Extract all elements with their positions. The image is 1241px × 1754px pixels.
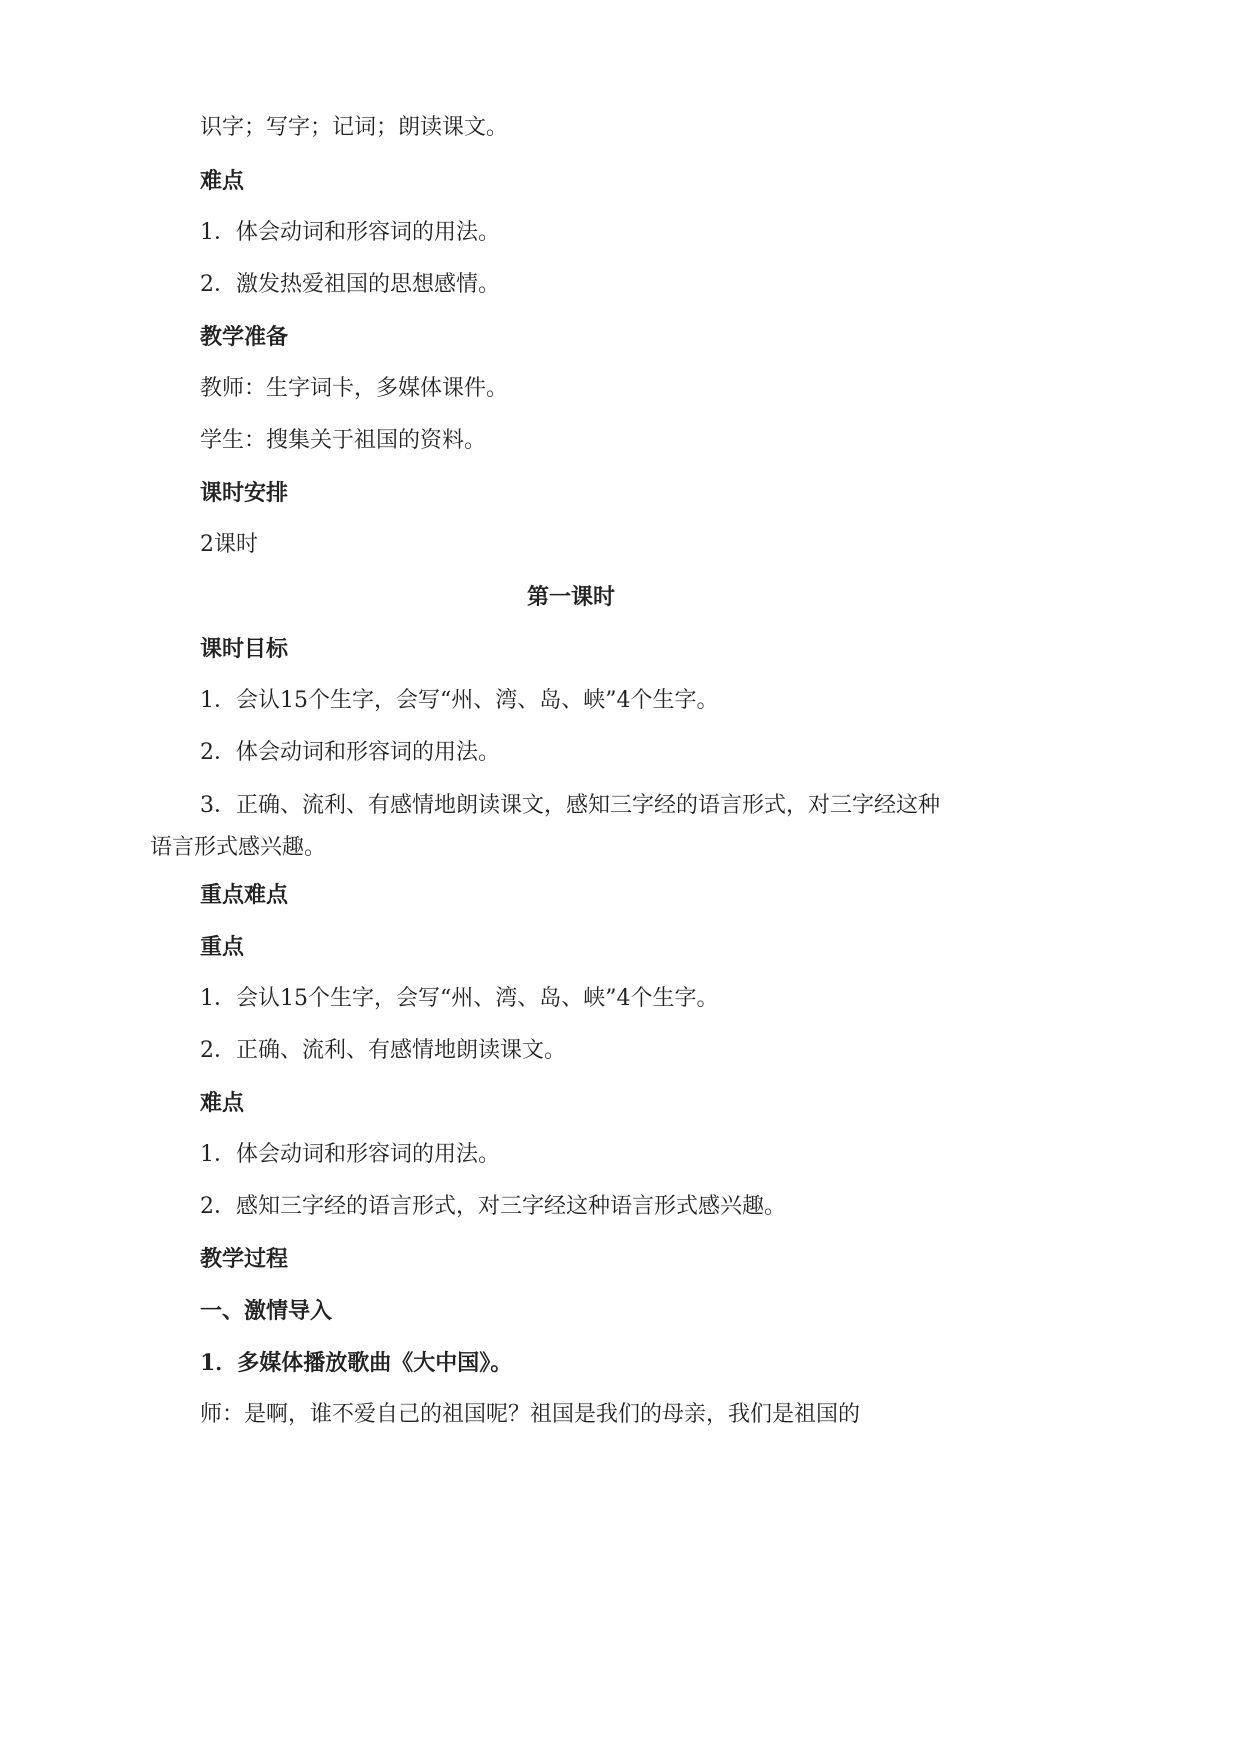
key-heading: 重点: [200, 934, 245, 960]
schedule-value: 2课时: [200, 532, 258, 557]
teacher-talk-text: 师：是啊，谁不爱自己的祖国呢？祖国是我们的母亲，我们是祖国的: [200, 1402, 861, 1427]
section-1-heading: 一、激情导入: [200, 1298, 333, 1324]
difficulty-item-1: 1．体会动词和形容词的用法。: [200, 220, 500, 245]
process-heading: 教学过程: [200, 1246, 289, 1272]
goal-item-1: 1．会认15个生字，会写“州、湾、岛、峡”4个生字。: [200, 688, 719, 713]
prep-teacher-text: 教师：生字词卡，多媒体课件。: [200, 376, 509, 401]
prep-student-text: 学生：搜集关于祖国的资料。: [200, 428, 487, 453]
goal-item-3: 3．正确、流利、有感情地朗读课文，感知三字经的语言形式，对三字经这种语言形式感兴趣。: [150, 793, 940, 860]
difficulty2-item-1: 1．体会动词和形容词的用法。: [200, 1142, 500, 1167]
prep-heading: 教学准备: [200, 324, 289, 350]
goals-heading: 课时目标: [200, 636, 289, 662]
step-1-heading: 1．多媒体播放歌曲《大中国》。: [200, 1350, 513, 1376]
key-item-1: 1．会认15个生字，会写“州、湾、岛、峡”4个生字。: [200, 986, 719, 1011]
difficulty2-item-2: 2．感知三字经的语言形式，对三字经这种语言形式感兴趣。: [200, 1194, 786, 1219]
difficulty-heading: 难点: [200, 168, 245, 194]
difficulty-heading-2: 难点: [200, 1090, 245, 1116]
schedule-heading: 课时安排: [200, 480, 289, 506]
difficulty-item-2: 2．激发热爱祖国的思想感情。: [200, 272, 500, 297]
key-summary-text: 识字；写字；记词；朗读课文。: [200, 115, 509, 140]
lesson-title: 第一课时: [526, 584, 615, 610]
goal-item-2: 2．体会动词和形容词的用法。: [200, 740, 500, 765]
focus-heading: 重点难点: [200, 882, 289, 908]
key-item-2: 2．正确、流利、有感情地朗读课文。: [200, 1038, 566, 1063]
